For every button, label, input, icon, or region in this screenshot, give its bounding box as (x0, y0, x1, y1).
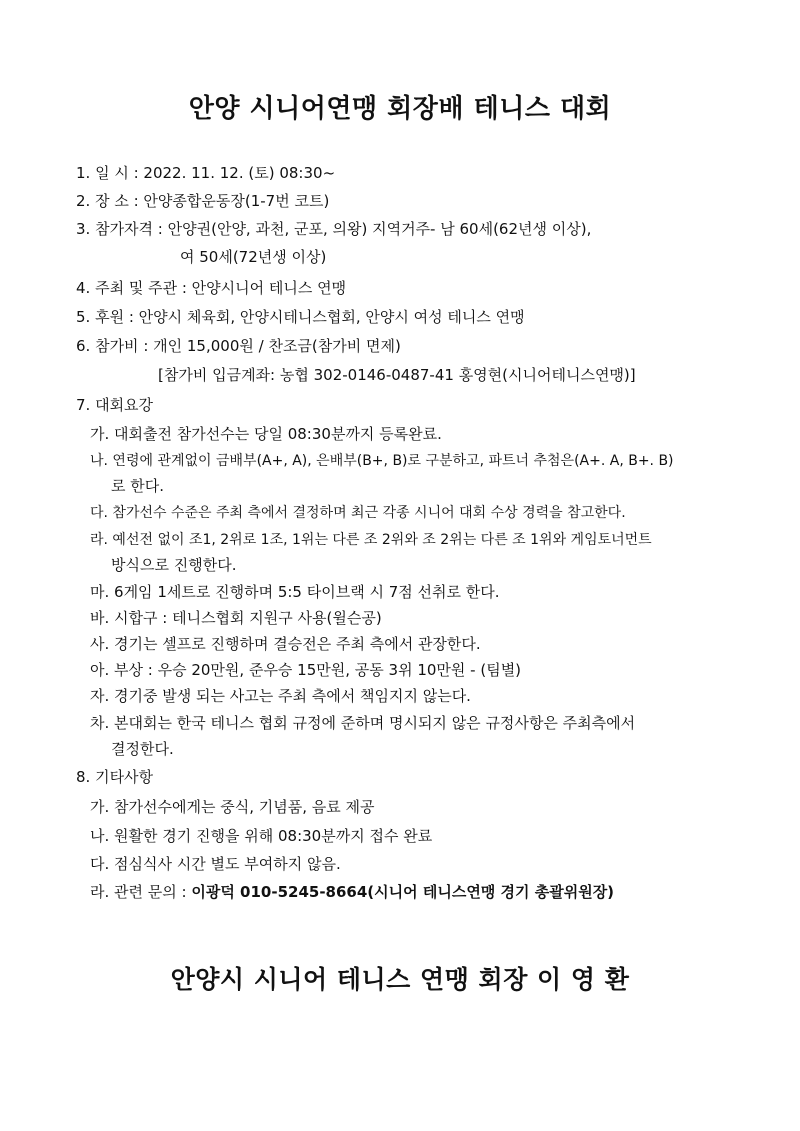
rule-da: 다. 참가선수 수준은 주최 측에서 결정하며 최근 각종 시니어 대회 수상 경력을 참고한다. (90, 505, 626, 521)
item-venue: 2. 장 소 : 안양종합운동장(1-7번 코트) (76, 192, 330, 210)
item-date: 1. 일 시 : 2022. 11. 12. (토) 08:30~ (76, 164, 336, 182)
item-eligibility-cont: 여 50세(72년생 이상) (180, 248, 327, 266)
misc-ra-contact: 이광덕 010-5245-8664(시니어 테니스연맹 경기 총괄위원장) (191, 883, 615, 901)
rule-cha-cont: 결정한다. (111, 740, 174, 758)
item-fee-account: [참가비 입금계좌: 농협 302-0146-0487-41 홍영현(시니어테니스연맹)] (158, 366, 636, 384)
item-fee: 6. 참가비 : 개인 15,000원 / 찬조금(참가비 면제) (76, 337, 401, 355)
item-sponsor: 5. 후원 : 안양시 체육회, 안양시테니스협회, 안양시 여성 테니스 연맹 (76, 308, 525, 326)
rule-na-cont: 로 한다. (111, 477, 165, 495)
rule-ma: 마. 6게임 1세트로 진행하며 5:5 타이브랙 시 7점 선취로 한다. (90, 583, 500, 601)
rule-ra: 라. 예선전 없이 조1, 2위로 1조, 1위는 다른 조 2위와 조 2위는 다른 조 1위와 게임토너먼트 (90, 532, 652, 548)
misc-ra (90, 882, 614, 902)
item-eligibility: 3. 참가자격 : 안양권(안양, 과천, 군포, 의왕) 지역거주- 남 60세(62년생 이상), (76, 220, 592, 238)
misc-ra-label: 라. 관련 문의 : (90, 883, 192, 901)
rule-ba: 바. 시합구 : 테니스협회 지원구 사용(윌슨공) (90, 609, 382, 627)
rule-ra-cont: 방식으로 진행한다. (111, 556, 237, 574)
rule-a: 아. 부상 : 우승 20만원, 준우승 15만원, 공동 3위 10만원 - (팀별) (90, 661, 522, 679)
rule-ga: 가. 대회출전 참가선수는 당일 08:30분까지 등록완료. (90, 425, 442, 443)
signature-line: 안양시 시니어 테니스 연맹 회장 이 영 환 (170, 965, 630, 994)
misc-na: 나. 원활한 경기 진행을 위해 08:30분까지 접수 완료 (90, 827, 433, 845)
rule-na: 나. 연령에 관계없이 금배부(A+, A), 은배부(B+, B)로 구분하고, 파트너 추첨은(A+. A, B+. B) (90, 453, 674, 469)
document-title: 안양 시니어연맹 회장배 테니스 대회 (188, 94, 612, 124)
misc-da: 다. 점심식사 시간 별도 부여하지 않음. (90, 855, 341, 873)
rule-ja: 자. 경기중 발생 되는 사고는 주최 측에서 책임지지 않는다. (90, 687, 471, 705)
item-rules-heading: 7. 대회요강 (76, 396, 154, 414)
item-misc-heading: 8. 기타사항 (76, 768, 154, 786)
misc-ga: 가. 참가선수에게는 중식, 기념품, 음료 제공 (90, 798, 375, 816)
rule-cha: 차. 본대회는 한국 테니스 협회 규정에 준하며 명시되지 않은 규정사항은 주최측에서 (90, 714, 636, 732)
rule-sa: 사. 경기는 셀프로 진행하며 결승전은 주최 측에서 관장한다. (90, 635, 481, 653)
item-host: 4. 주최 및 주관 : 안양시니어 테니스 연맹 (76, 279, 347, 297)
